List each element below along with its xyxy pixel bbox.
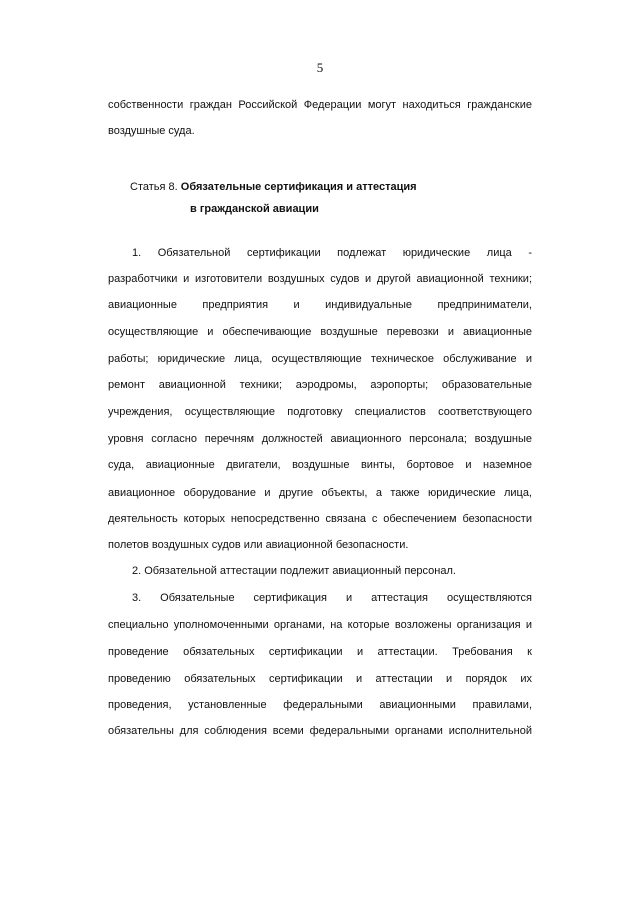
paragraph-3-line: 3. Обязательные сертификация и аттестация осуществляются: [132, 592, 532, 604]
paragraph-1-line: разработчики и изготовители воздушных судов и другой авиационной техники;: [108, 273, 532, 285]
article-prefix: Статья 8.: [130, 181, 178, 193]
paragraph-1-line: 1. Обязательной сертификации подлежат юридические лица -: [132, 247, 532, 259]
paragraph-1-line: уровня согласно перечням должностей авиационного персонала; воздушные: [108, 433, 532, 445]
paragraph-3-line: специально уполномоченными органами, на которые возложены организация и: [108, 619, 532, 631]
paragraph-1-line: учреждения, осуществляющие подготовку специалистов соответствующего: [108, 406, 532, 418]
intro-line-1: собственности граждан Российской Федерации могут находиться гражданские: [108, 99, 532, 111]
paragraph-2: 2. Обязательной аттестации подлежит авиационный персонал.: [132, 565, 456, 577]
paragraph-3-line: проведения, установленные федеральными авиационными правилами,: [108, 699, 532, 711]
paragraph-1-line: ремонт авиационной техники; аэродромы, аэропорты; образовательные: [108, 379, 532, 391]
article-heading: [130, 180, 417, 194]
paragraph-1-line: работы; юридические лица, осуществляющие техническое обслуживание и: [108, 353, 532, 365]
paragraph-3-line: проведению обязательных сертификации и аттестации и порядок их: [108, 673, 532, 685]
article-title-line-2: в гражданской авиации: [190, 203, 319, 215]
paragraph-3-line: обязательны для соблюдения всеми федеральными органами исполнительной: [108, 725, 532, 737]
paragraph-1-line: осуществляющие и обеспечивающие воздушные перевозки и авиационные: [108, 326, 532, 338]
paragraph-1-line: деятельность которых непосредственно связана с обеспечением безопасности: [108, 513, 532, 525]
paragraph-1-line: полетов воздушных судов или авиационной безопасности.: [108, 539, 409, 551]
paragraph-3-line: проведение обязательных сертификации и аттестации. Требования к: [108, 646, 532, 658]
page-number: 5: [316, 60, 324, 75]
paragraph-1-line: авиационные предприятия и индивидуальные предприниматели,: [108, 299, 532, 311]
paragraph-1-line: авиационное оборудование и другие объекты, а также юридические лица,: [108, 487, 532, 499]
intro-line-2: воздушные суда.: [108, 125, 195, 137]
article-title-line-1: Обязательные сертификация и аттестация: [180, 181, 417, 193]
paragraph-1-line: суда, авиационные двигатели, воздушные винты, бортовое и наземное: [108, 459, 532, 471]
